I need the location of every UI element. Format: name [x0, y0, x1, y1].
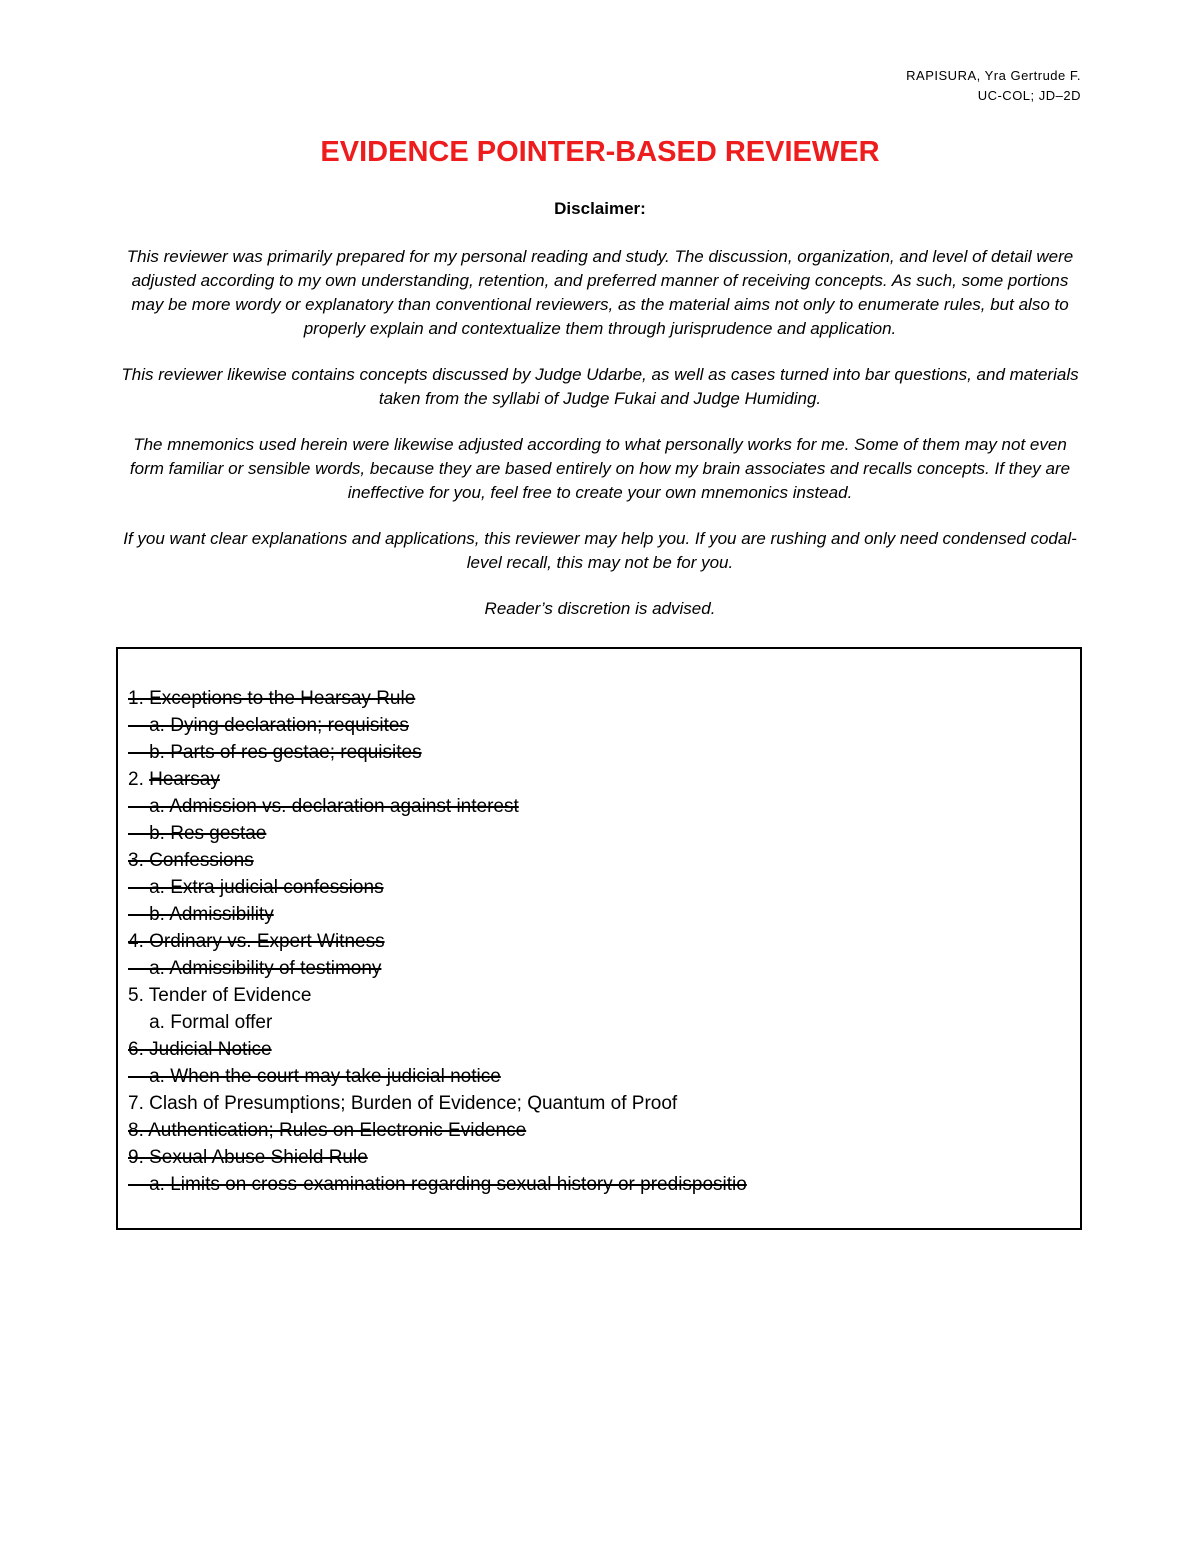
topic-item: [128, 847, 1080, 874]
topic-item: [128, 874, 1080, 901]
topic-item: [128, 1117, 1080, 1144]
topic-text: 7. Clash of Presumptions; Burden of Evidence; Quantum of Proof: [128, 1093, 678, 1114]
topic-item: [128, 712, 1080, 739]
topic-item: [128, 685, 1080, 712]
topic-item: [128, 766, 1080, 793]
topic-item: [128, 982, 1080, 1009]
topic-item: [128, 1171, 1080, 1198]
disclaimer-paragraph: Reader’s discretion is advised.: [484, 599, 716, 618]
topic-text: a. Admissibility of testimony: [128, 958, 382, 979]
topics-box: [116, 647, 1082, 1230]
topic-item: [128, 901, 1080, 928]
topic-item: [128, 955, 1080, 982]
disclaimer-heading: Disclaimer:: [554, 199, 646, 218]
topic-text: a. When the court may take judicial notice: [128, 1066, 501, 1087]
document-title: EVIDENCE POINTER-BASED REVIEWER: [320, 136, 880, 168]
topic-item: [128, 1036, 1080, 1063]
disclaimer-paragraph: This reviewer was primarily prepared for my personal reading and study. The discussion, organization, and level of detail were adjusted according to my own understanding, retention, and preferred manner of receiving concepts. As such, some portions may be more wordy or explanatory than conventional reviewers, as the material aims not only to enumerate rules, but also to properly explain and contextualize them through jurisprudence and application.: [126, 247, 1074, 338]
topic-text: b. Res gestae: [128, 823, 267, 844]
author-affiliation: UC-COL; JD–2D: [977, 88, 1081, 103]
topic-text: 8. Authentication; Rules on Electronic Evidence: [128, 1120, 527, 1141]
topic-item: [128, 1009, 1080, 1036]
topic-item: [128, 1144, 1080, 1171]
topic-item: [128, 820, 1080, 847]
disclaimer-paragraph: The mnemonics used herein were likewise adjusted according to what personally works for me. Some of them may not even form familiar or sensible words, because they are based entirely on how my brain associates and recalls concepts. If they are ineffective for you, feel free to create your own mnemonics instead.: [129, 435, 1071, 502]
topic-text: b. Parts of res gestae; requisites: [128, 742, 422, 763]
topic-text: a. Extra judicial confessions: [128, 877, 384, 898]
topic-item: [128, 793, 1080, 820]
topic-item: [128, 739, 1080, 766]
topic-text: Hearsay: [149, 769, 220, 790]
disclaimer-paragraph: If you want clear explanations and applications, this reviewer may help you. If you are rushing and only need condensed codal-level recall, this may not be for you.: [123, 529, 1077, 572]
topic-text: a. Admission vs. declaration against interest: [128, 796, 519, 817]
topic-text: a. Limits on cross-examination regarding sexual history or predispositio: [128, 1174, 747, 1195]
topic-text: 6. Judicial Notice: [128, 1039, 272, 1060]
topic-text: a. Dying declaration; requisites: [128, 715, 409, 736]
topic-text: 4. Ordinary vs. Expert Witness: [128, 931, 385, 952]
topic-item: [128, 928, 1080, 955]
disclaimer-text: [115, 245, 1085, 643]
topic-text: 3. Confessions: [128, 850, 254, 871]
disclaimer-paragraph: This reviewer likewise contains concepts discussed by Judge Udarbe, as well as cases turned into bar questions, and materials taken from the syllabi of Judge Fukai and Judge Humiding.: [121, 365, 1079, 408]
author-block: [906, 66, 1081, 106]
topic-text: 1. Exceptions to the Hearsay Rule: [128, 688, 416, 709]
topic-item: [128, 1090, 1080, 1117]
topic-number: 2.: [128, 769, 150, 790]
topic-text: a. Formal offer: [128, 1012, 273, 1033]
topic-text: 5. Tender of Evidence: [128, 985, 312, 1006]
author-name: RAPISURA, Yra Gertrude F.: [906, 68, 1081, 83]
topic-text: 9. Sexual Abuse Shield Rule: [128, 1147, 368, 1168]
topics-list: [128, 685, 1080, 1198]
topic-text: b. Admissibility: [128, 904, 274, 925]
topic-item: [128, 1063, 1080, 1090]
